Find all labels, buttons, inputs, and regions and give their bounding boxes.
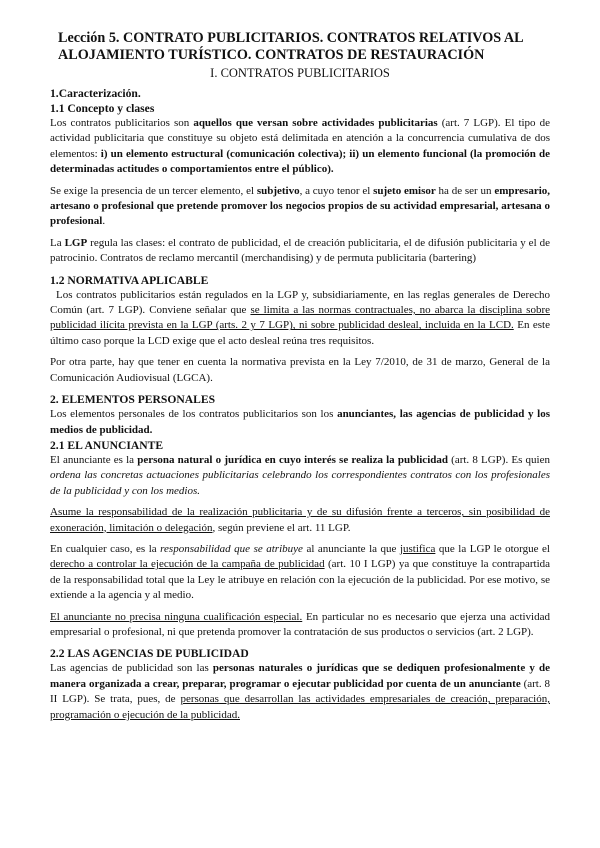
text: al anunciante la que <box>302 542 400 555</box>
text: ha de ser un <box>435 184 495 197</box>
bold-text: personas naturales o jurídicas que se dediquen profesionalmente y de manera organizada a crear, preparar, programar o ejecutar publicidad por cuenta de un anunciante <box>50 662 550 690</box>
text: El anunciante es la <box>50 453 138 466</box>
text: Se exige la presencia de un tercer elemento, el <box>50 184 257 197</box>
underlined-text: Asume la responsabilidad de la realización publicitaria y de su difusión frente a terceros, sin posibilidad de exoneración, limitación o delegación <box>50 506 550 534</box>
text: , según previene el art. 11 LGP. <box>212 521 351 534</box>
heading-agencias: 2.2 LAS AGENCIAS DE PUBLICIDAD <box>50 647 249 661</box>
text: Los contratos publicitarios están regulados en la LGP y, subsidiariamente, en las reglas generales de Derecho Común (art. 7 LGP). Conviene señalar que <box>50 288 550 317</box>
paragraph <box>50 542 550 604</box>
paragraph: Por otra parte, hay que tener en cuenta la normativa prevista en la Ley 7/2010, de 31 de marzo, General de la Comunicación Audiovisual (LGCA). <box>50 356 550 384</box>
text: En cualquier caso, es la <box>50 542 161 555</box>
paragraph <box>50 236 550 267</box>
section-title: I. CONTRATOS PUBLICITARIOS <box>210 66 390 80</box>
text: Los contratos publicitarios son <box>50 117 194 129</box>
underlined-text: justifica <box>399 542 436 555</box>
text: Las agencias de publicidad son las <box>50 662 213 675</box>
underlined-text: derecho a controlar la ejecución de la campaña de publicidad <box>50 558 325 571</box>
text: (art. 8 LGP). Es quien <box>447 453 550 466</box>
text: (art. 8 II LGP). Se trata, pues, de <box>50 677 551 706</box>
underlined-text: El anunciante no precisa ninguna cualificación especial. <box>50 610 303 623</box>
bold-text: persona natural o jurídica en cuyo interés se realiza la publicidad <box>137 453 448 466</box>
page-title: Lección 5. CONTRATO PUBLICITARIOS. CONTRATOS RELATIVOS AL ALOJAMIENTO TURÍSTICO. CONTRATOS DE RESTAURACIÓN <box>58 30 523 63</box>
text: En este último caso porque la LCD exige que el acto desleal reúna tres requisitos. <box>50 319 550 347</box>
italic-text: responsabilidad que se atribuye <box>160 542 303 555</box>
text: (art. 7 LGP). El tipo de actividad publicitaria que constituye su objeto está delimitada en atención a la concurrencia cumulativa de dos elementos: <box>50 117 550 160</box>
paragraph <box>50 661 550 723</box>
bold-text: aquellos que versan sobre actividades publicitarias <box>193 117 438 129</box>
bold-text: LGP <box>64 236 88 249</box>
paragraph <box>50 610 550 641</box>
text: , a cuyo tenor el <box>299 184 374 197</box>
text: regula las clases: el contrato de publicidad, el de creación publicitaria, el de difusión publicitaria y el de patrocinio. Contratos de reclamo mercantil (merchandising) y de permuta publicitaria (bartering) <box>50 236 550 265</box>
italic-text: ordena las concretas actuaciones publicitarias celebrando los correspondientes contratos con los profesionales de la publicidad y con los medios. <box>50 469 550 497</box>
paragraph <box>50 288 550 350</box>
paragraph <box>50 116 550 178</box>
heading-anunciante: 2.1 EL ANUNCIANTE <box>50 438 164 452</box>
text: Los elementos personales de los contratos publicitarios son los <box>50 408 338 421</box>
text: . <box>102 215 106 228</box>
underlined-text: personas que desarrollan las actividades empresariales de creación, preparación, programación o ejecución de la publicidad. <box>50 693 550 721</box>
bold-text: subjetivo <box>256 184 300 197</box>
bold-text: anunciantes, las agencias de publicidad y los medios de publicidad. <box>50 408 550 436</box>
heading-concepto-clases: 1.1 Concepto y clases <box>50 102 155 115</box>
bold-text: empresario, artesano o profesional que pretende promover los negocios propios de su actividad empresarial, artesana o profesional <box>50 184 551 228</box>
heading-normativa: 1.2 NORMATIVA APLICABLE <box>50 273 209 287</box>
paragraph <box>50 407 550 438</box>
text: (art. 10 I LGP) ya que constituye la contrapartida de la responsabilidad total que la Ley le atribuye en relación con la ejecución de la publicidad. Por ese motivo, se extiende a la agencia y al medio. <box>50 558 551 602</box>
underlined-text: se limita a las normas contractuales, no abarca la disciplina sobre publicidad ilícita prevista en la LGP (arts. 2 y 7 LGP), ni sobre publicidad desleal, incluida en la LCD. <box>50 304 550 332</box>
heading-elementos-personales: 2. ELEMENTOS PERSONALES <box>50 393 216 407</box>
text: En particular no es necesario que ejerza una actividad empresarial o profesional, ni que pretenda promover la contratación de sus productos o servicios (art. 2 LGP). <box>50 610 550 638</box>
paragraph <box>50 184 550 230</box>
bold-text: i) un elemento estructural (comunicación colectiva); ii) un elemento funcional (la promoción de determinadas actitudes o comportamientos entre el público). <box>50 147 551 176</box>
bold-text: sujeto emisor <box>373 184 436 197</box>
text: La <box>50 236 65 249</box>
text: que la LGP le otorgue el <box>435 542 550 555</box>
heading-caracterizacion: 1.Caracterización. <box>50 87 141 100</box>
paragraph <box>50 453 550 499</box>
paragraph <box>50 505 550 536</box>
